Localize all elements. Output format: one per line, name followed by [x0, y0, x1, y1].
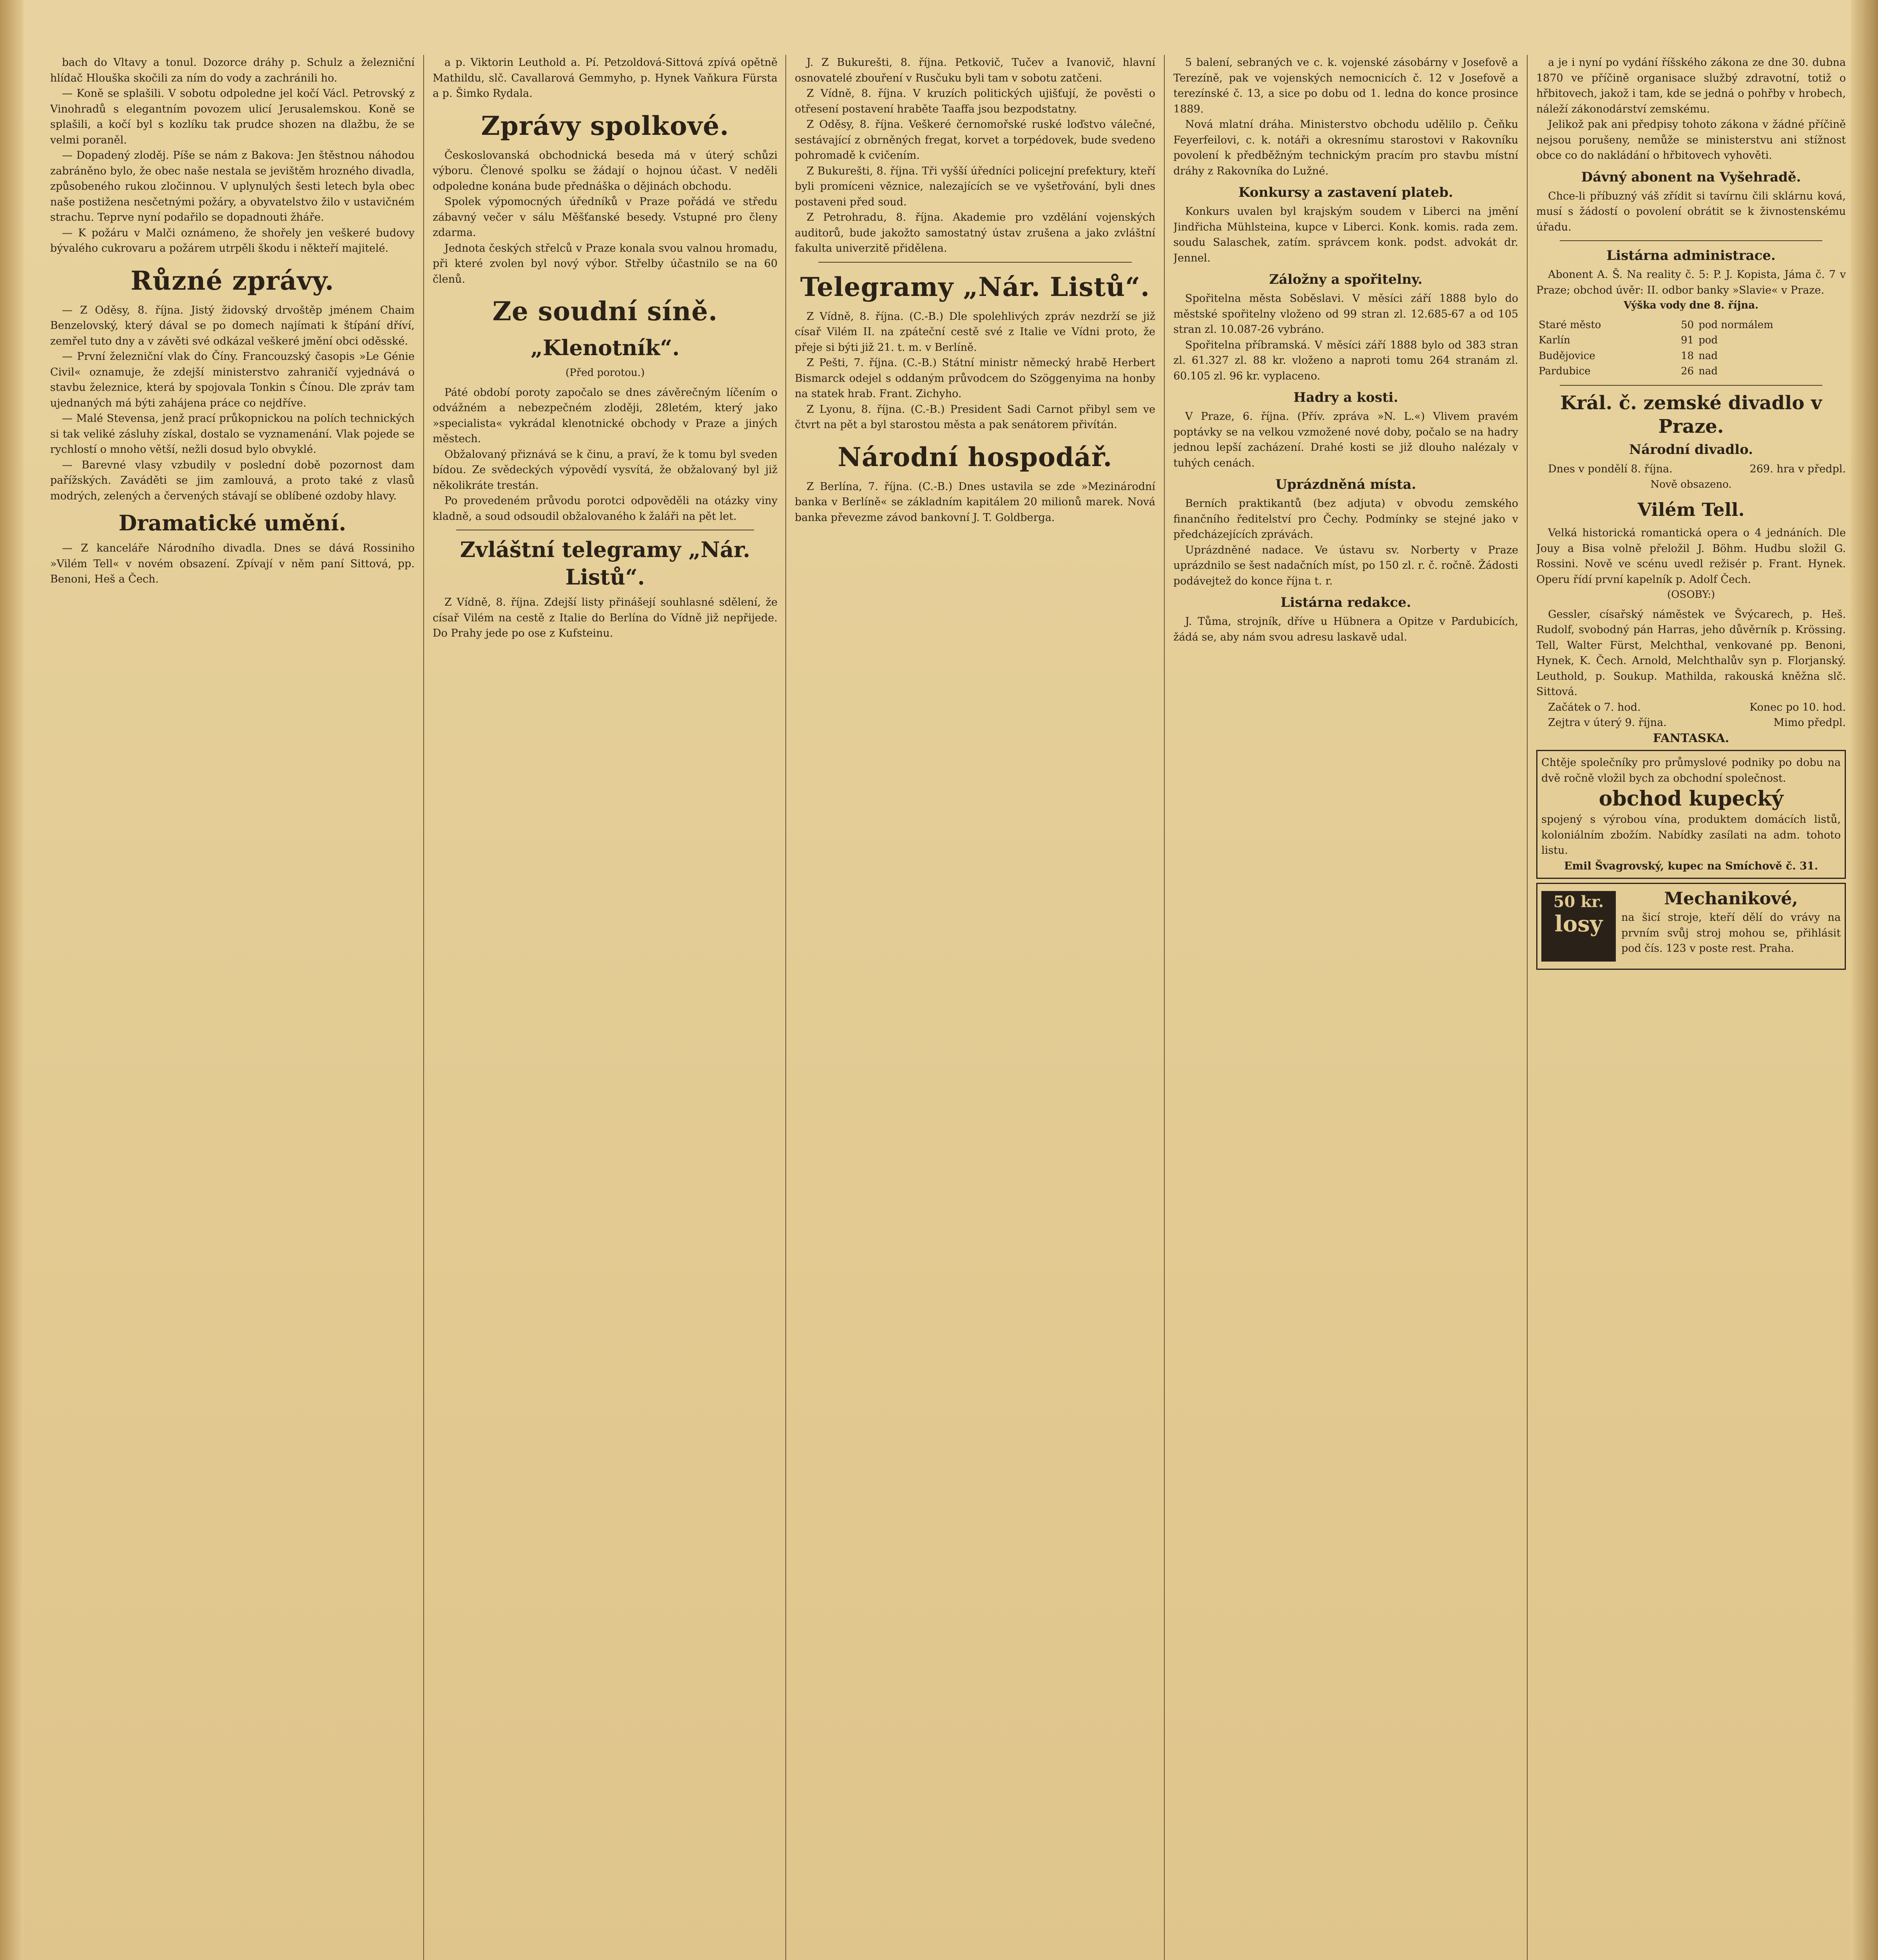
heading-zalozny: Záložny a spořitelny. [1269, 272, 1423, 287]
water-level-cell: Karlín [1539, 334, 1570, 346]
col1-paragraph: — Barevné vlasy vzbudily v poslední době pozornost dam pařížských. Zaváděti se jim zamlouvá, a proto také z vlasů modrých, zelených a červených stávají se oblíbené ozdoby hlavy. [50, 459, 415, 502]
column-3 [795, 55, 1155, 1960]
water-level-cell: Budějovice [1539, 350, 1595, 362]
lottery-ticket-ad [1541, 891, 1616, 962]
col4-paragraph: J. Tůma, strojník, dříve u Hübnera a Opitze v Pardubicích, žádá se, aby nám svou adresu laskavě udal. [1173, 615, 1518, 643]
heading-narodni-hospodar: Národní hospodář. [837, 441, 1113, 472]
ad-intro: Chtěje společníky pro průmyslové podniky po dobu na dvě ročně vložil bych za obchodní společnost. [1541, 757, 1841, 784]
heading-divadlo: Král. č. zemské divadlo v Praze. [1560, 392, 1822, 437]
tell-cast: Gessler, císařský náměstek ve Švýcarech, p. Heš. Rudolf, svobodný pán Harras, jeho důvěrník p. Krössing. Tell, Walter Fürst, Melchthal, venkované pp. Benoni, Hynek, K. Čech. Arnold, Melchthalův syn p. Florjanský. Leuthold, p. Soukup. Mathilda, rakouská kněžna slč. Sittová. [1536, 608, 1846, 698]
col1-paragraph: — První železniční vlak do Číny. Francouzský časopis »Le Génie Civil« oznamuje, že zdejší ministerstvo zahraničí vyjednává o stavbu železnice, která by spojovala Tonkin s Čínou. Dle zpráv tam ujednaných má býti zahájena práce co nejdříve. [50, 350, 415, 409]
tell-description: Velká historická romantická opera o 4 jednáních. Dle Jouy a Bisa volně přeložil J. Böhm. Hudbu složil G. Rossini. Nově ve scénu uvedl režisér p. Frant. Hynek. Operu řídí první kapelník p. Adolf Čech. [1536, 527, 1846, 586]
water-level-cell: 91 [1680, 334, 1694, 346]
col2-paragraph: Spolek výpomocných úředníků v Praze pořádá ve středu zábavný večer v sálu Měšťanské besedy. Vstupné pro členy zdarma. [433, 196, 778, 239]
zejtra-line [1536, 715, 1846, 731]
column-divider [785, 55, 786, 1960]
col2-paragraph: a p. Viktorin Leuthold a. Pí. Petzoldová-Sittová zpívá opětně Mathildu, slč. Cavallarová Gemmyho, p. Hynek Vaňkura Fürsta a p. Šimko Rydala. [433, 56, 778, 100]
advertisement-mechanikove [1536, 883, 1846, 970]
osoby-heading: (OSOBY:) [1667, 589, 1715, 601]
column-1 [50, 55, 415, 1960]
col3-paragraph: Z Vídně, 8. října. V kruzích politických ujišťují, že pověsti o otřesení postavení hraběte Taaffa jsou bezpodstatny. [795, 87, 1155, 115]
subheading-narodni-divadlo: Národní divadlo. [1629, 441, 1753, 457]
water-level-row [1536, 333, 1846, 348]
divadlo-date-text: Dnes v pondělí 8. října. [1548, 463, 1673, 475]
column-divider [1527, 55, 1528, 1960]
col4-paragraph: Berních praktikantů (bez adjuta) v obvodu zemského finančního ředitelství pro Čechy. Podmínky se stejné jako v předcházejících zprávách. [1173, 497, 1518, 541]
col4-paragraph: V Praze, 6. října. (Přív. zpráva »N. L.«) Vlivem pravém poptávky se na velkou vzmožené nové doby, počalo se na hadry jednou lepší zacházení. Drahé kosti se již dlouho nalézaly v tuhých cenách. [1173, 410, 1518, 469]
col4-paragraph: Spořitelna města Soběslavi. V měsíci září 1888 bylo do městské spořitelny vloženo od 99 stran zl. 12.685-67 a od 105 stran zl. 10.087-26 vybráno. [1173, 292, 1518, 336]
col5-paragraph: Jelikož pak ani předpisy tohoto zákona v žádné příčině nejsou porušeny, nemůže se ministerstvu ani stížnost obce co do nakládání o hřbitovech vyhověti. [1536, 118, 1846, 162]
col3-paragraph: J. Z Bukurešti, 8. října. Petkovič, Tučev a Ivanovič, hlavní osnovatelé zbouření v Rusčuku byli tam v sobotu zatčeni. [795, 56, 1155, 84]
heading-dramaticke-umeni: Dramatické umění. [118, 510, 346, 535]
col4-paragraph: Uprázdněné nadace. Ve ústavu sv. Norberty v Praze uprázdnilo se šest nadačních míst, po 150 zl. r. č. ročně. Žádosti podávejtež do konce října t. r. [1173, 544, 1518, 587]
ticket-word: losy [1554, 911, 1603, 937]
column-5 [1536, 55, 1846, 1960]
heading-davny-abonent: Dávný abonent na Vyšehradě. [1581, 169, 1801, 185]
heading-vilem-tell: Vilém Tell. [1637, 499, 1745, 520]
heading-ruzne-zpravy: Různé zprávy. [131, 265, 334, 296]
heading-klenotnik: „Klenotník“. [530, 335, 680, 360]
water-level-cell: Staré město [1539, 319, 1601, 331]
col2-paragraph: Páté období poroty započalo se dnes závěrečným líčením o odvážném a nebezpečném zloději, 28letém, který jako »specialista« vykrádal klenotnické obchody v Praze a jiných městech. [433, 386, 778, 445]
col1-paragraph: — Z kanceláře Národního divadla. Dnes se dává Rossiniho »Vilém Tell« v novém obsazení. Zpívají v něm paní Sittová, pp. Benoni, Heš a Čech. [50, 542, 415, 585]
col3-paragraph: Z Lyonu, 8. října. (C.-B.) President Sadi Carnot přibyl sem ve čtvrt na pět a byl starostou města a pak senátorem přivítán. [795, 403, 1155, 431]
ad-mechanikove-text: na šicí stroje, kteří dělí do vrávy na prvním svůj stroj mohou se, přihlásit pod čís. 123 v poste rest. Praha. [1621, 911, 1841, 955]
ad-obchod-title: obchod kupecký [1599, 787, 1784, 811]
advertisement-obchod [1536, 750, 1846, 879]
column-2 [433, 55, 778, 1960]
heading-konkursy: Konkursy a zastavení plateb. [1238, 185, 1453, 200]
water-level-cell: nad [1699, 350, 1718, 362]
water-level-cell: 50 [1680, 319, 1694, 331]
water-level-cell: 26 [1680, 365, 1694, 377]
divadlo-nove-obsazeno: Nově obsazeno. [1650, 478, 1732, 490]
water-level-row [1536, 348, 1846, 364]
heading-ze-soudni-sine: Ze soudní síně. [492, 296, 718, 327]
water-level-cell: nad [1699, 365, 1718, 377]
heading-listarna-administrace: Listárna administrace. [1606, 248, 1776, 263]
col1-paragraph: — K požáru v Malči oznámeno, že shořely jen veškeré budovy bývalého cukrovaru a požárem utrpěli škodu i někteří majitelé. [50, 227, 415, 254]
column-divider [1164, 55, 1165, 1960]
water-level-cell: pod [1699, 334, 1718, 346]
col4-paragraph: Spořitelna příbramská. V měsíci září 1888 bylo od 383 stran zl. 61.327 zl. 88 kr. vloženo a naproti tomu 264 stranám zl. 60.105 zl. 96 kr. vyplaceno. [1173, 339, 1518, 382]
col4-paragraph: Nová mlatní dráha. Ministerstvo obchodu udělilo p. Čeňku Feyerfeilovi, c. k. notáři a okresnímu starostovi v Rakovníku povolení k předběžným technickým pracím pro stavbu místní dráhy z Rakovníka do Lužné. [1173, 118, 1518, 177]
col3-paragraph: Z Oděsy, 8. října. Veškeré černomořské ruské loďstvo válečné, sestávající z obrněných fregat, korvet a torpédovek, bude svedeno pohromadě k cvičením. [795, 118, 1155, 162]
heading-telegramy: Telegramy „Nár. Listů“. [800, 271, 1150, 302]
col3-paragraph: Z Vídně, 8. října. (C.-B.) Dle spolehlivých zpráv nezdrží se již císař Vilém II. na zpáteční cestě své z Italie ve Vídni proto, že přeje si býti již 21. t. m. v Berlíně. [795, 310, 1155, 354]
heading-zpravy-spolkove: Zprávy spolkové. [481, 110, 729, 141]
ad-seller: Emil Švagrovský, kupec na Smíchově č. 31. [1564, 860, 1818, 872]
col4-paragraph: Konkurs uvalen byl krajským soudem v Liberci na jmění Jindřicha Mühlsteina, kupce v Liberci. Konk. komis. rada zem. soudu Salaschek, zatím. správcem konk. podst. advokát dr. Jennel. [1173, 205, 1518, 264]
ad-mechanikove-title: Mechanikové, [1664, 889, 1798, 909]
water-level-row [1536, 364, 1846, 379]
ticket-price: 50 kr. [1553, 893, 1604, 911]
subheading-pred-porotou: (Před porotou.) [566, 367, 645, 379]
heading-listarna-redakce: Listárna redakce. [1280, 595, 1411, 610]
col3-paragraph: Z Bukurešti, 8. října. Tři vyšší úředníci policejní prefektury, kteří byli promíceni věznice, nalezajících se ve vyšetřování, byli dnes postaveni před soud. [795, 165, 1155, 208]
water-level-row [1536, 318, 1846, 333]
section-separator [1560, 385, 1822, 386]
col4-paragraph: 5 balení, sebraných ve c. k. vojenské zásobárny v Josefově a Terezíně, pak ve vojenských nemocnicích č. 12 v Josefově a terezínské č. 13, a sice po dobu od 1. ledna do konce prosince 1889. [1173, 56, 1518, 115]
col5-paragraph: a je i nyní po vydání říšského zákona ze dne 30. dubna 1870 ve příčině organisace službý zdravotní, totiž o hřbitovech, jakož i tam, kde se jedná o pohřby v hrobech, náleží zákonodárství zemskému. [1536, 56, 1846, 115]
col2-paragraph: Z Vídně, 8. října. Zdejší listy přinášejí souhlasné sdělení, že císař Vilém na cestě z Italie do Berlína do Vídně již nepřijede. Do Prahy jede po ose z Kufsteinu. [433, 596, 778, 639]
col3-paragraph: Z Pešti, 7. října. (C.-B.) Státní ministr německý hrabě Herbert Bismarck odejel s oddaným průvodcem do Szöggenyima na honby na statek hrab. Frant. Zichyho. [795, 357, 1155, 400]
zejtra-text: Zejtra v úterý 9. října. [1548, 717, 1667, 729]
divadlo-end: Konec po 10. hod. [1749, 701, 1846, 713]
col5-paragraph: Chce-li příbuzný váš zřídit si tavírnu čili sklárnu ková, musí s žádostí o povolení obrátit se k živnostenskému úřadu. [1536, 190, 1846, 233]
section-separator [818, 262, 1132, 263]
divadlo-times [1536, 700, 1846, 715]
divadlo-date [1536, 461, 1846, 477]
col1-paragraph: — Dopadený zloděj. Píše se nám z Bakova: Jen štěstnou náhodou zabráněno bylo, že obec naše nestala se jevištěm hrozného divadla, způsobeného rukou zločinnou. V uplynulých šesti letech byla obec naše postižena nesčetnými požáry, a obyvatelstvo žilo v ustavičném strachu. Teprve nyní podařilo se dopadnouti žháře. [50, 149, 415, 223]
col2-paragraph: Českoslovanská obchodnická beseda má v úterý schůzi výboru. Členové spolku se žádají o hojnou účast. V neděli odpoledne konána bude přednáška o dějinách obchodu. [433, 149, 778, 192]
col5-paragraph: Abonent A. Š. Na reality č. 5: P. J. Kopista, Jáma č. 7 v Praze; obchod úvěr: II. odbor banky »Slavie« v Praze. [1536, 269, 1846, 296]
divadlo-number: 269. hra v předpl. [1749, 463, 1846, 475]
col1-paragraph: — Z Oděsy, 8. října. Jistý židovský drvoštěp jménem Chaim Benzelovský, který dával se po domech najímati k štípání dříví, zemřel tuto dny a v závěti své odkázal veškeré jmění obci oděsské. [50, 304, 415, 347]
col2-paragraph: Po provedeném průvodu porotci odpověděli na otázky viny kladně, a soud odsoudil obžalovaného k žaláři na pět let. [433, 495, 778, 523]
col1-intro: bach do Vltavy a tonul. Dozorce dráhy p. Schulz a železniční hlídač Hlouška skočili za ním do vody a zachránili ho. [50, 56, 415, 84]
column-4 [1173, 55, 1518, 1960]
heading-zvlastni-telegramy: Zvláštní telegramy „Nár. Listů“. [460, 537, 750, 590]
section-separator [1560, 240, 1822, 241]
heading-vyska-vody: Výška vody dne 8. října. [1623, 299, 1759, 311]
column-divider [423, 55, 424, 1960]
col3-paragraph: Z Petrohradu, 8. října. Akademie pro vzdělání vojenských auditorů, bude jakožto samostatný ústav zrušena a jako zvláštní fakulta univerzitě přidělena. [795, 211, 1155, 254]
page-right-edge [1851, 0, 1878, 1960]
col1-paragraph: — Malé Stevensa, jenž prací průkopnickou na polích technických si tak veliké zásluhy získal, dostalo se vyznamenání. Vlak pojede se rychlostí o mnoho větší, nežli dosud bylo obvyklé. [50, 412, 415, 456]
water-level-table [1536, 318, 1846, 379]
water-level-cell: 18 [1680, 350, 1694, 362]
ad-obchod-text: spojený s výrobou vína, produktem domácích listů, koloniálním zbožím. Nabídky zasílati na adm. tohoto listu. [1541, 813, 1841, 857]
page-left-edge [0, 0, 24, 1960]
water-level-cell: Pardubice [1539, 365, 1591, 377]
col2-paragraph: Obžalovaný přiznává se k činu, a praví, že k tomu byl sveden bídou. Ze svědeckých výpovědí vysvítá, že obžalovaný byl již několikráte trestán. [433, 448, 778, 492]
heading-uprazdnena-mista: Uprázdněná místa. [1275, 477, 1416, 492]
fantaska-title: FANTASKA. [1653, 731, 1729, 745]
col2-paragraph: Jednota českých střelců v Praze konala svou valnou hromadu, při které zvolen byl nový výbor. Střelby účastnilo se na 60 členů. [433, 242, 778, 285]
heading-hadry-a-kosti: Hadry a kosti. [1293, 390, 1398, 405]
col3-paragraph: Z Berlína, 7. října. (C.-B.) Dnes ustavila se zde »Mezinárodní banka v Berlíně« se základním kapitálem 20 milionů marek. Nová banka převezme závod bankovní J. T. Goldberga. [795, 480, 1155, 524]
col1-paragraph: — Koně se splašili. V sobotu odpoledne jel kočí Václ. Petrovský z Vinohradů s elegantním povozem ulicí Jerusalemskou. Koně se splašili, a kočí byl s kozlíku tak prudce shozen na dlažbu, že se velmi poraněl. [50, 87, 415, 146]
water-level-cell: pod normálem [1699, 319, 1773, 331]
mimo-predpl: Mimo předpl. [1773, 717, 1846, 729]
divadlo-start: Začátek o 7. hod. [1548, 701, 1641, 713]
